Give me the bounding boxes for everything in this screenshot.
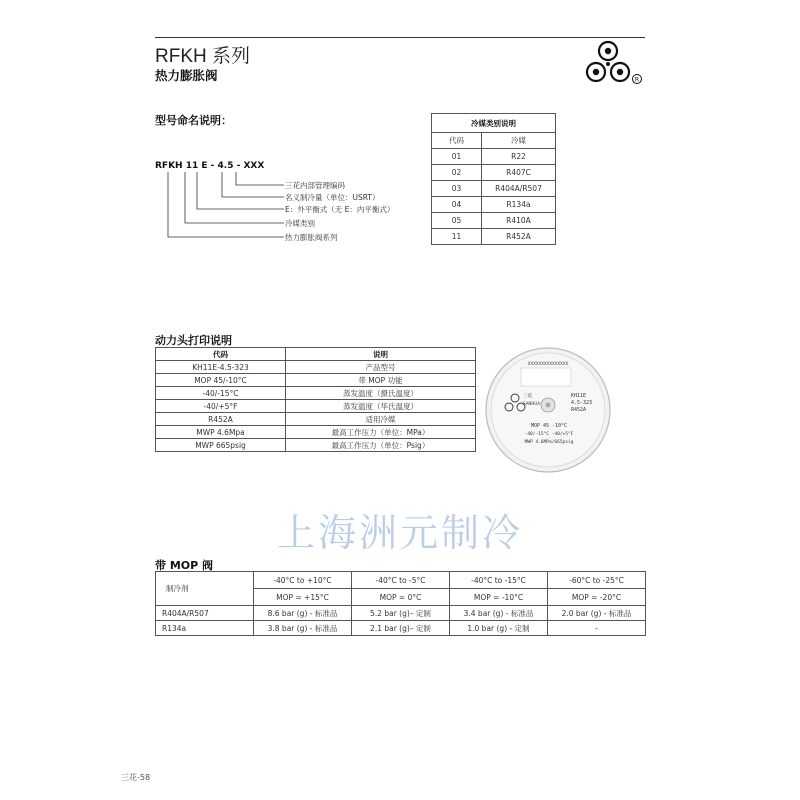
dial-brand-cn: 三花	[523, 394, 532, 399]
table-row	[432, 149, 556, 165]
dial-mop: MOP 45 -10°C	[530, 423, 568, 429]
page-subtitle: 热力膨胀阀	[155, 68, 218, 83]
table-cell: MWP 4.6Mpa	[156, 426, 286, 439]
page-title: RFKH 系列	[155, 46, 251, 67]
table-cell: R410A	[482, 213, 556, 229]
table-row	[432, 165, 556, 181]
table-cell: 蒸发温度（华氏温度）	[286, 400, 476, 413]
table-header: 说明	[286, 348, 476, 361]
table-cell: 11	[432, 229, 482, 245]
table-cell: 最高工作压力（单位：MPa）	[286, 426, 476, 439]
table-header: 代码	[432, 133, 482, 149]
mop-refrigerant-label: 制冷剂	[156, 572, 254, 606]
dial-serial: XXXXXXXXXXXXXXX	[527, 362, 569, 367]
model-naming-heading: 型号命名说明：	[155, 114, 232, 127]
dial-range: -40/-15°C -40/+5°F	[524, 432, 574, 437]
dial-refrigerant: R452A	[571, 407, 587, 413]
mop-range: -60°C to -25°C	[548, 572, 646, 589]
mop-range: -40°C to -5°C	[352, 572, 450, 589]
watermark-text: 上海洲元制冷	[276, 511, 523, 555]
refrigerant-table	[431, 113, 556, 245]
table-row	[432, 213, 556, 229]
mop-value: MOP = -10°C	[450, 589, 548, 606]
table-cell: MOP 45/-10°C	[156, 374, 286, 387]
table-cell: R134a	[156, 621, 254, 636]
header-rule	[155, 37, 645, 38]
table-row	[156, 439, 476, 452]
model-leader-lines	[150, 170, 290, 250]
table-cell: R404A/R507	[482, 181, 556, 197]
mop-value: MOP = +15°C	[254, 589, 352, 606]
table-cell: 01	[432, 149, 482, 165]
dial-mwp: MWP 4.6MPa/665psig	[524, 440, 574, 445]
table-cell: -	[548, 621, 646, 636]
table-row	[156, 387, 476, 400]
naming-label: 三花内部管理编码	[285, 181, 345, 190]
mop-table	[155, 571, 646, 636]
mop-table-heading: 带 MOP 阀	[155, 559, 214, 572]
mop-range: -40°C to +10°C	[254, 572, 352, 589]
table-row	[432, 229, 556, 245]
table-cell: -40/-15°C	[156, 387, 286, 400]
table-row	[156, 426, 476, 439]
mop-value: MOP = 0°C	[352, 589, 450, 606]
table-cell: MWP 665psig	[156, 439, 286, 452]
table-row	[156, 413, 476, 426]
table-row	[156, 361, 476, 374]
print-table-heading: 动力头打印说明	[155, 334, 232, 347]
sanhua-logo-icon	[583, 40, 645, 88]
table-cell: 8.6 bar (g) - 标准品	[254, 606, 352, 621]
table-cell: 02	[432, 165, 482, 181]
table-cell: -40/+5°F	[156, 400, 286, 413]
table-cell: R452A	[156, 413, 286, 426]
table-cell: 适用冷媒	[286, 413, 476, 426]
dial-center-dot	[546, 403, 551, 408]
naming-label: 热力膨胀阀系列	[285, 233, 338, 242]
table-row	[156, 606, 646, 621]
table-cell: 3.4 bar (g) - 标准品	[450, 606, 548, 621]
refrigerant-table-title: 冷媒类别说明	[432, 114, 556, 133]
table-cell: 带 MOP 功能	[286, 374, 476, 387]
table-cell: KH11E-4.5-323	[156, 361, 286, 374]
dial-model: KH11E	[571, 393, 587, 399]
table-cell: 最高工作压力（单位：Psig）	[286, 439, 476, 452]
table-header: 冷媒	[482, 133, 556, 149]
table-cell: 05	[432, 213, 482, 229]
table-cell: 5.2 bar (g)– 定制	[352, 606, 450, 621]
power-head-dial	[483, 345, 613, 475]
table-row	[156, 400, 476, 413]
naming-label: E：外平衡式（无 E：内平衡式）	[285, 205, 395, 214]
page-number: 三花-58	[121, 773, 151, 782]
mop-value: MOP = -20°C	[548, 589, 646, 606]
table-row	[432, 197, 556, 213]
table-cell: R404A/R507	[156, 606, 254, 621]
table-cell: 1.0 bar (g) - 定制	[450, 621, 548, 636]
table-row	[156, 621, 646, 636]
table-cell: 03	[432, 181, 482, 197]
dial-size: 4.5-323	[571, 400, 593, 406]
dial-label-window	[521, 368, 571, 386]
print-table	[155, 347, 476, 452]
dial-brand-en: SANHUA	[523, 401, 541, 406]
table-cell: 产品型号	[286, 361, 476, 374]
model-code: RFKH 11 E - 4.5 - XXX	[155, 161, 265, 171]
table-cell: 2.1 bar (g)– 定制	[352, 621, 450, 636]
table-cell: R22	[482, 149, 556, 165]
svg-text:R: R	[634, 76, 640, 84]
naming-label: 冷媒类别	[285, 219, 315, 228]
table-cell: 3.8 bar (g) - 标准品	[254, 621, 352, 636]
table-cell: 2.0 bar (g) - 标准品	[548, 606, 646, 621]
table-row	[432, 181, 556, 197]
table-row	[156, 374, 476, 387]
table-header: 代码	[156, 348, 286, 361]
table-cell: R452A	[482, 229, 556, 245]
table-cell: R134a	[482, 197, 556, 213]
table-cell: 蒸发温度（摄氏温度）	[286, 387, 476, 400]
naming-label: 名义制冷量（单位：USRT）	[285, 193, 380, 202]
table-cell: 04	[432, 197, 482, 213]
table-cell: R407C	[482, 165, 556, 181]
mop-range: -40°C to -15°C	[450, 572, 548, 589]
